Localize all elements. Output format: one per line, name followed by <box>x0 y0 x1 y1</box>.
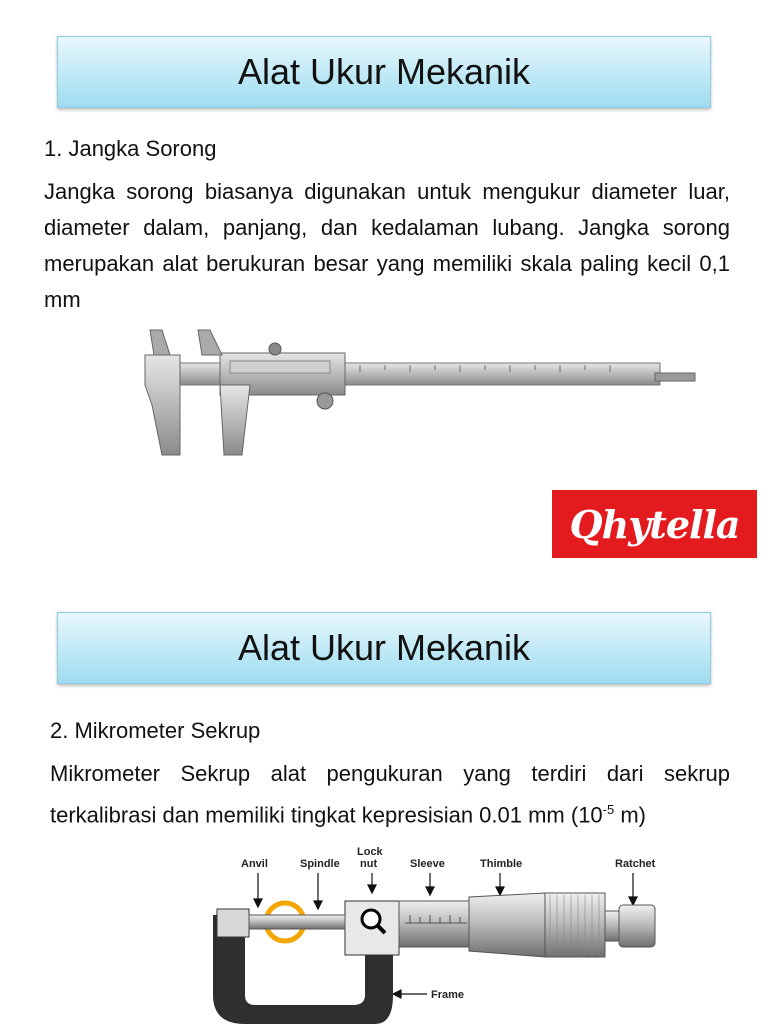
slide1-heading: 1. Jangka Sorong <box>44 136 217 161</box>
slide2-title: Alat Ukur Mekanik <box>237 627 531 668</box>
label-sleeve: Sleeve <box>410 858 445 870</box>
slide2-body <box>50 756 730 833</box>
slide2-title-box <box>57 612 711 684</box>
slide1-title: Alat Ukur Mekanik <box>237 51 531 92</box>
slide2-body-exponent: -5 <box>602 802 615 817</box>
label-spindle: Spindle <box>300 858 340 870</box>
slide2-body-unit: m) <box>614 802 646 828</box>
vernier-caliper-image <box>140 325 700 465</box>
label-ratchet: Ratchet <box>615 858 656 870</box>
label-nut: nut <box>360 858 378 870</box>
label-frame: Frame <box>431 989 465 1001</box>
brand-logo <box>552 490 757 558</box>
slide1-body: Jangka sorong biasanya digunakan untuk mengukur diameter luar, diameter dalam, panjang, dan kedalaman lubang. Jangka sorong merupakan alat berukuran besar yang memiliki skala paling kecil 0,1 mm <box>44 179 730 312</box>
label-anvil: Anvil <box>241 858 268 870</box>
brand-logo-text: Qhytella <box>569 501 740 547</box>
slide2-heading: 2. Mikrometer Sekrup <box>50 718 261 743</box>
label-lock: Lock <box>357 846 383 858</box>
slide2-body-main: Mikrometer Sekrup alat pengukuran yang terdiri dari sekrup terkalibrasi dan memiliki tingkat kepresisian 0.01 mm (10 <box>50 761 730 828</box>
label-thimble: Thimble <box>480 858 523 870</box>
slide1-title-box <box>57 36 711 108</box>
micrometer-diagram <box>205 845 675 1024</box>
